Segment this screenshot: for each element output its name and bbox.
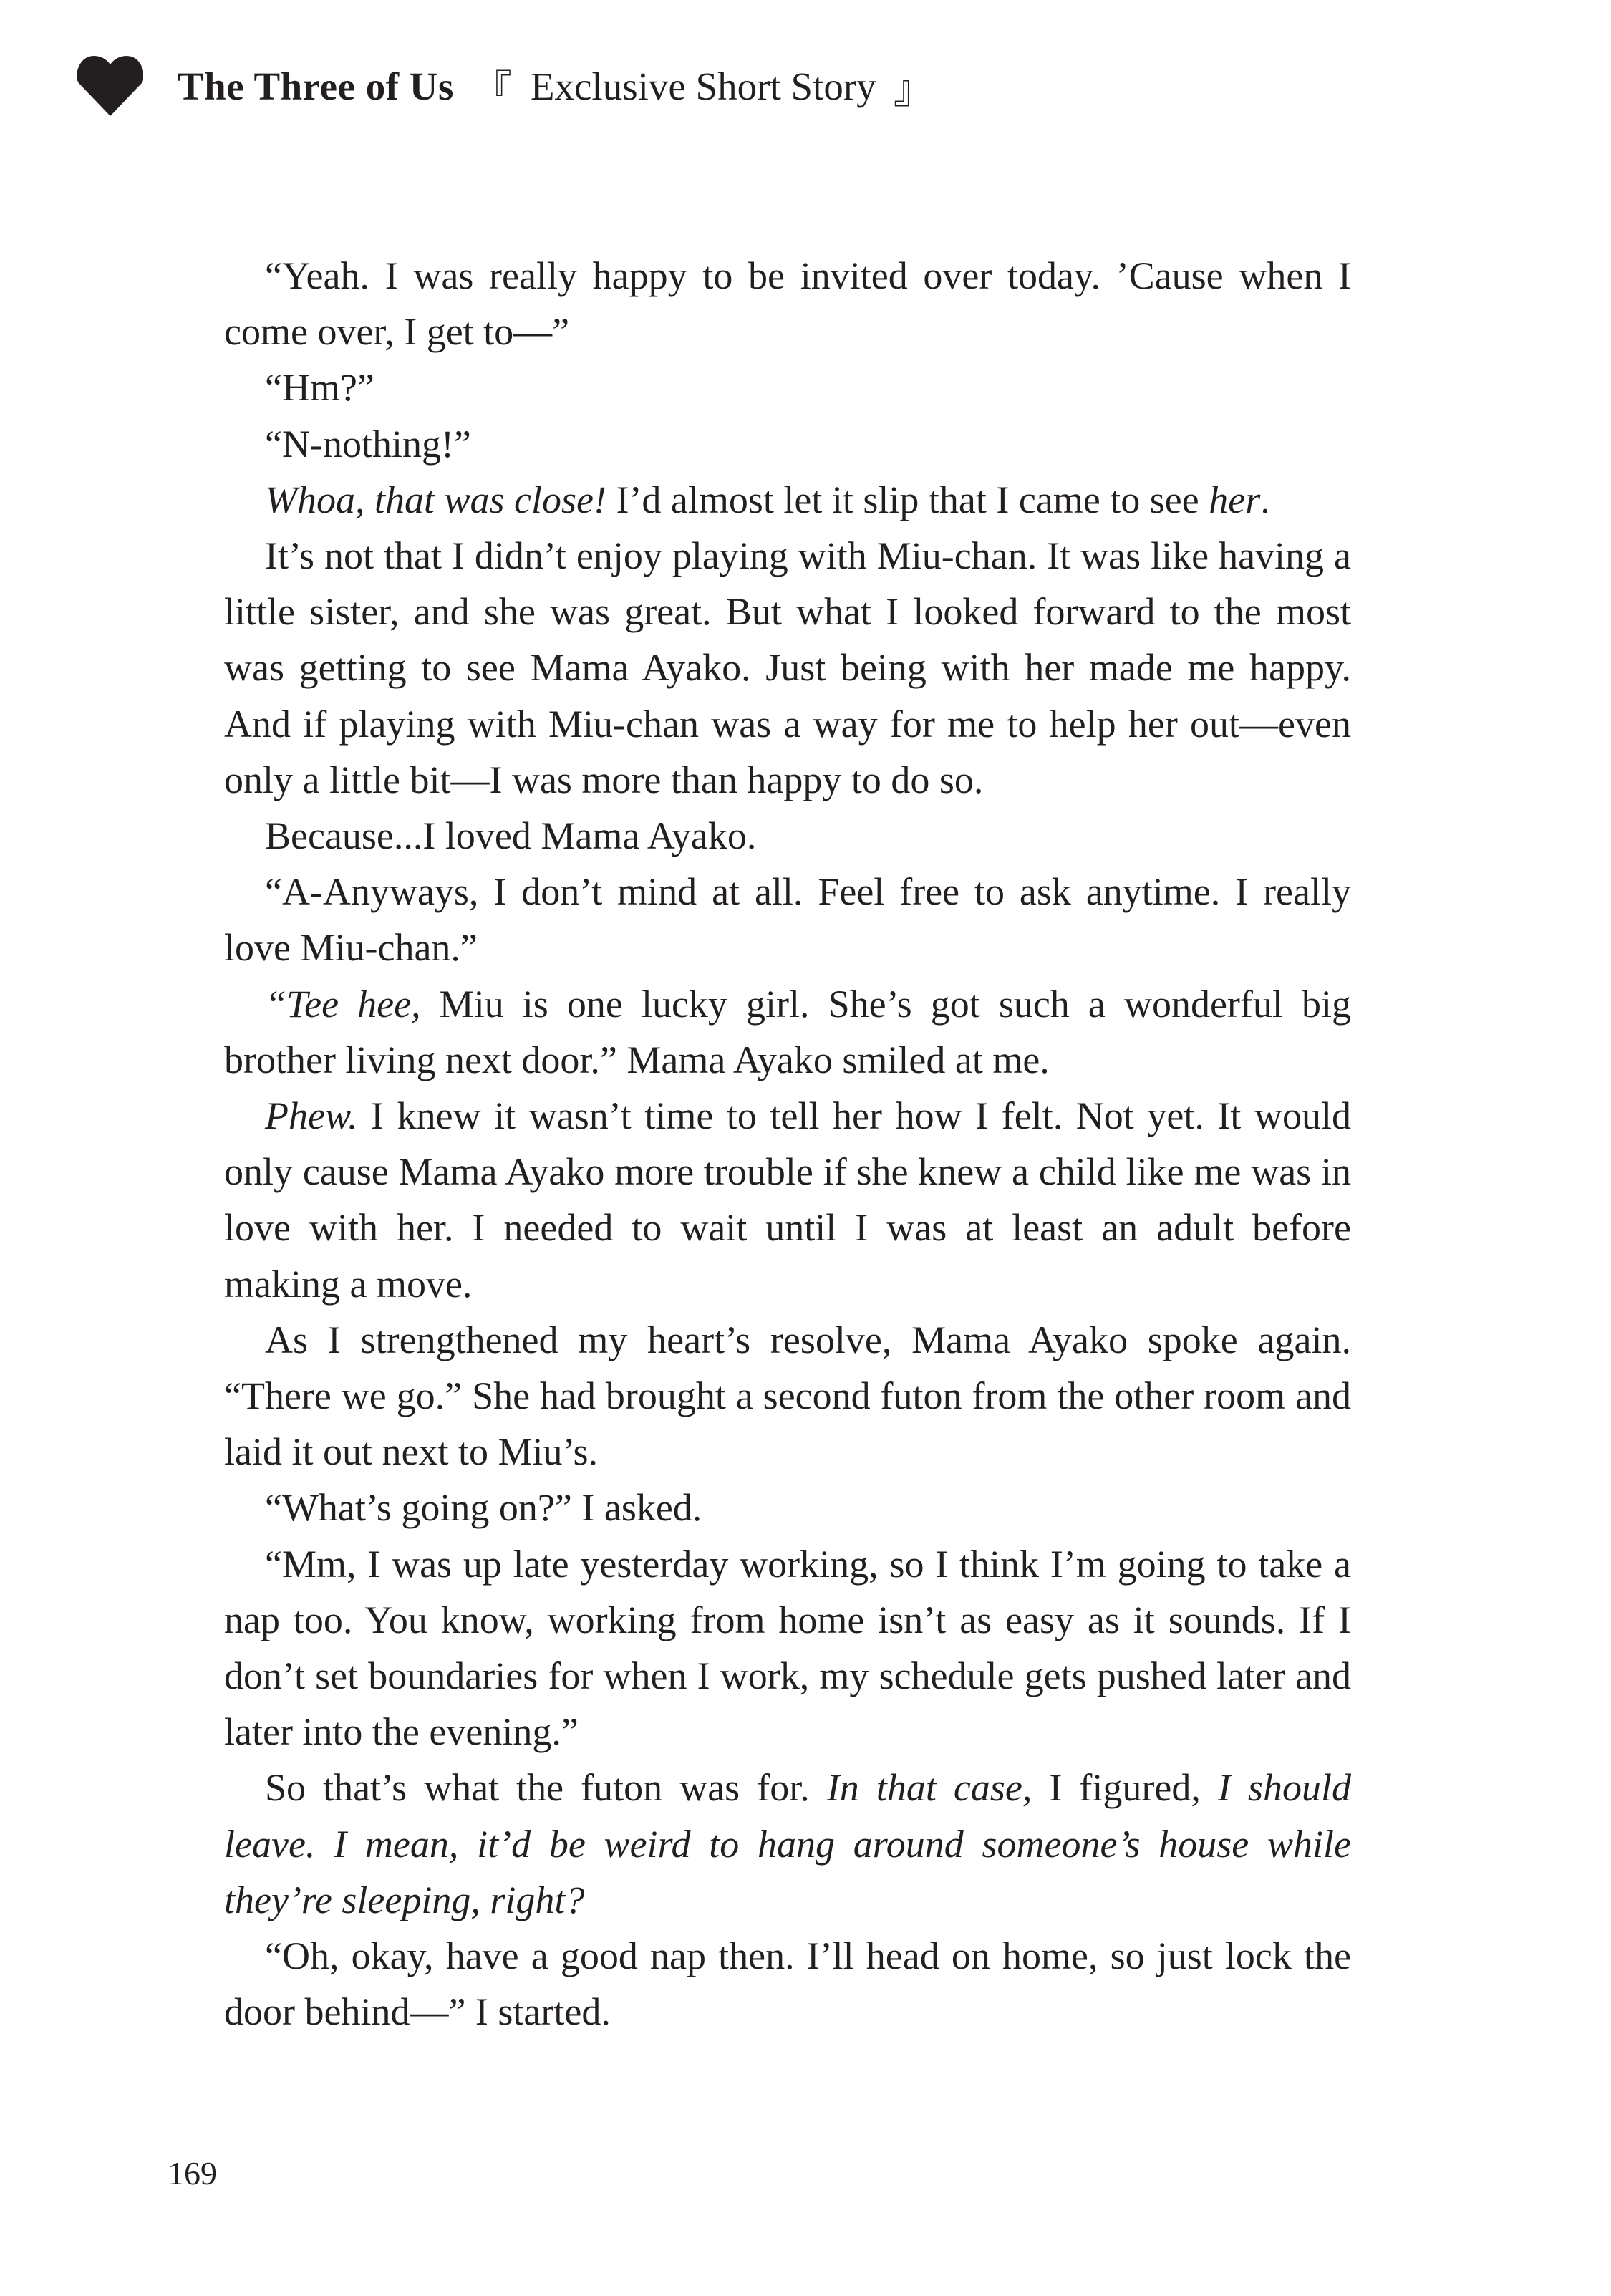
section-subtitle: Exclusive Short Story bbox=[530, 64, 876, 108]
text-run: Because...I loved Mama Ayako. bbox=[265, 814, 757, 858]
text-run: I’d almost let it slip that I came to see bbox=[606, 478, 1209, 521]
open-bracket: 『 bbox=[472, 66, 512, 112]
paragraph bbox=[224, 864, 1351, 975]
text-run: I figured, bbox=[1032, 1766, 1218, 1810]
italic-text: her bbox=[1209, 478, 1261, 521]
paragraph bbox=[224, 808, 1351, 864]
paragraph bbox=[224, 1312, 1351, 1480]
italic-text: Phew. bbox=[265, 1094, 358, 1138]
italic-text: I should leave. I mean, it’d be weird to hang around someone’s house while they’re sleeping, right? bbox=[224, 1766, 1351, 1921]
paragraph bbox=[224, 1760, 1351, 1928]
close-bracket: 』 bbox=[893, 66, 933, 112]
paragraph bbox=[224, 1088, 1351, 1312]
paragraph bbox=[224, 416, 1351, 472]
text-run: “Yeah. I was really happy to be invited over today. ’Cause when I come over, I get to—” bbox=[224, 254, 1351, 354]
heart-icon bbox=[77, 56, 143, 116]
text-run: “Mm, I was up late yesterday working, so I think I’m going to take a nap too. You know, working from home isn’t as easy as it sounds. If I don’t set boundaries for when I work, my schedule gets pushed later and later into the evening.” bbox=[224, 1542, 1351, 1754]
paragraph bbox=[224, 1536, 1351, 1760]
text-run: “Hm?” bbox=[265, 366, 374, 410]
paragraph bbox=[224, 248, 1351, 360]
paragraph bbox=[224, 472, 1351, 528]
story-body bbox=[224, 248, 1351, 2040]
text-run: Miu is one lucky girl. She’s got such a wonderful big brother living next door.” Mama Ayako smiled at me. bbox=[224, 982, 1351, 1081]
text-run: “N-nothing!” bbox=[265, 422, 471, 466]
text-run: . bbox=[1260, 478, 1270, 521]
paragraph bbox=[224, 1928, 1351, 2040]
italic-text: “Tee hee, bbox=[265, 982, 421, 1026]
text-run: “A-Anyways, I don’t mind at all. Feel free to ask anytime. I really love Miu-chan.” bbox=[224, 870, 1351, 970]
italic-text: Whoa, that was close! bbox=[265, 478, 606, 521]
running-header bbox=[77, 56, 933, 116]
paragraph bbox=[224, 360, 1351, 415]
text-run: “What’s going on?” I asked. bbox=[265, 1486, 702, 1530]
text-run: I knew it wasn’t time to tell her how I felt. Not yet. It would only cause Mama Ayako more trouble if she knew a child like me was in love with her. I needed to wait until I was at least an adult before making a move. bbox=[224, 1094, 1351, 1306]
italic-text: In that case, bbox=[826, 1766, 1032, 1810]
paragraph bbox=[224, 976, 1351, 1088]
text-run: So that’s what the futon was for. bbox=[265, 1766, 827, 1810]
page-number: 169 bbox=[168, 2155, 217, 2191]
text-run: As I strengthened my heart’s resolve, Mama Ayako spoke again. “There we go.” She had brought a second futon from the other room and laid it out next to Miu’s. bbox=[224, 1318, 1351, 1474]
paragraph bbox=[224, 528, 1351, 808]
text-run: It’s not that I didn’t enjoy playing with Miu-chan. It was like having a little sister, and she was great. But what I looked forward to the most was getting to see Mama Ayako. Just being with her made me happy. And if playing with Miu-chan was a way for me to help her out—even only a little bit—I was more than happy to do so. bbox=[224, 534, 1351, 801]
book-title: The Three of Us bbox=[178, 64, 454, 108]
paragraph bbox=[224, 1480, 1351, 1535]
text-run: “Oh, okay, have a good nap then. I’ll head on home, so just lock the door behind—” I started. bbox=[224, 1934, 1351, 2034]
